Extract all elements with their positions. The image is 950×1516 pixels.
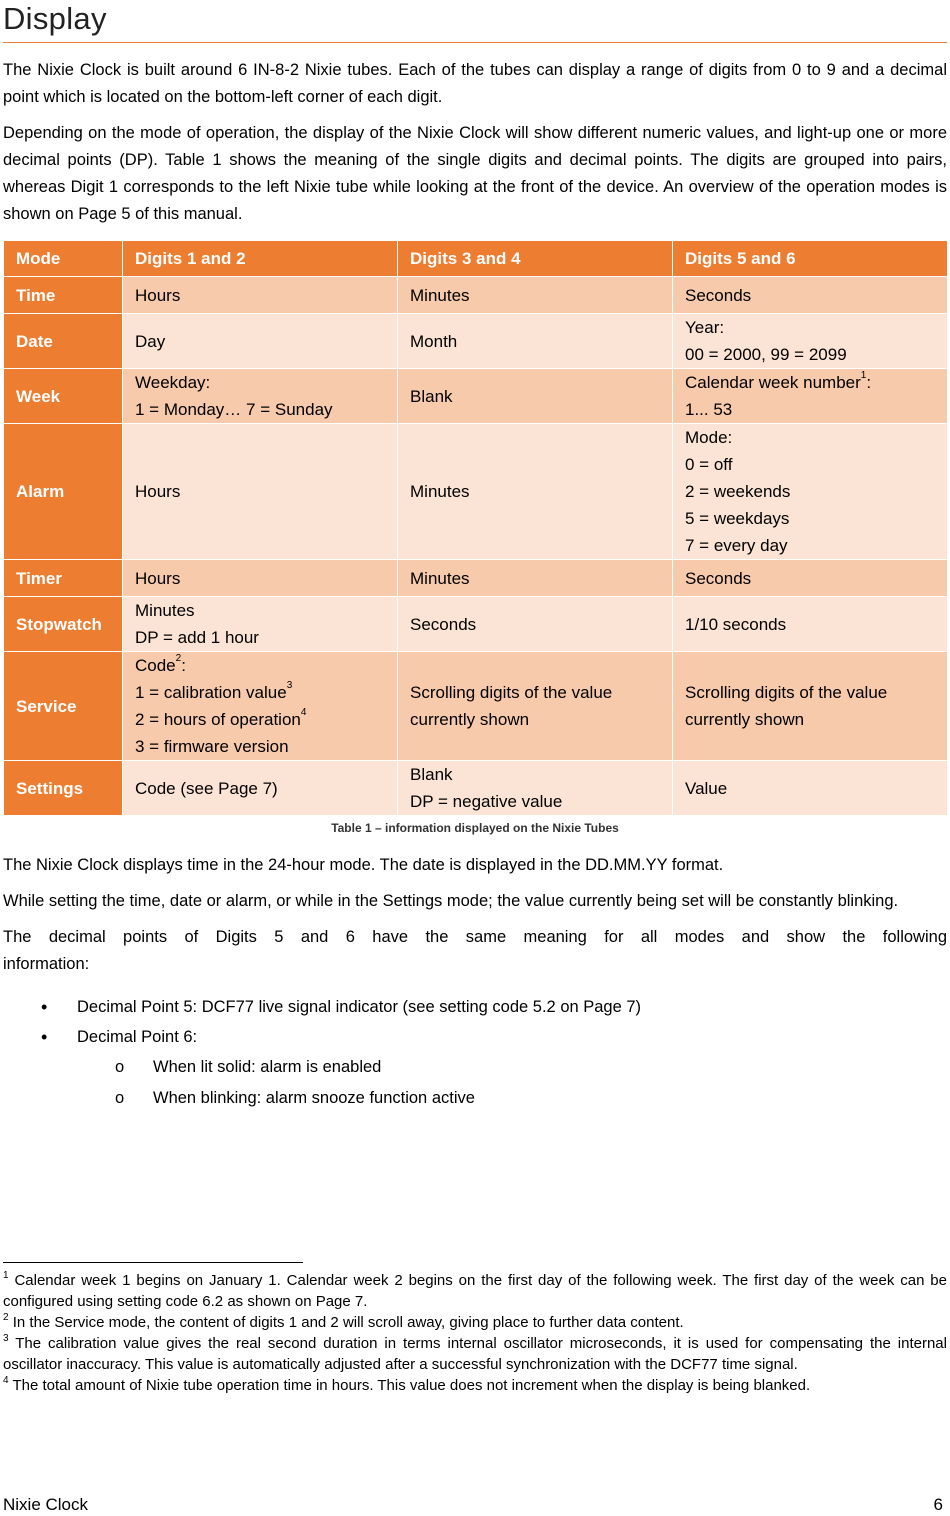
cell-line: Weekday: (135, 373, 211, 392)
table-cell: Hours (123, 560, 398, 597)
cell-line: Minutes (135, 601, 195, 620)
cell-line (135, 679, 385, 706)
header-digits-1-2: Digits 1 and 2 (123, 241, 398, 277)
footnote-ref: 4 (300, 707, 307, 718)
intro-paragraph-1: The Nixie Clock is built around 6 IN-8-2 Nixie tubes. Each of the tubes can display a range of digits from 0 to 9 and a decimal point which is located on the bottom-left corner of each digit. (3, 61, 947, 106)
cell-text: Calendar week number (685, 373, 861, 392)
cell-line: Scrolling digits of the value (685, 683, 888, 702)
mode-cell: Stopwatch (4, 597, 123, 652)
table-cell (123, 369, 398, 424)
page-footer (3, 1494, 947, 1516)
table-cell: Seconds (673, 560, 948, 597)
cell-line: currently shown (685, 710, 805, 729)
cell-line: DP = add 1 hour (135, 628, 259, 647)
footnote-4 (3, 1375, 947, 1396)
table-cell: Minutes (398, 277, 673, 314)
table-row-date (4, 314, 948, 369)
cell-line (135, 652, 385, 679)
footnote-number: 4 (3, 1375, 9, 1386)
table-cell (398, 652, 673, 761)
footnote-number: 2 (3, 1312, 9, 1323)
table-cell (123, 652, 398, 761)
cell-line: 0 = off (685, 455, 733, 474)
list-item-text: Decimal Point 5: DCF77 live signal indicator (see setting code 5.2 on Page 7) (77, 998, 642, 1016)
table-row-service (4, 652, 948, 761)
table-cell (673, 369, 948, 424)
footnote-3 (3, 1333, 947, 1375)
table-row-stopwatch (4, 597, 948, 652)
body-paragraph-3: The decimal points of Digits 5 and 6 have the same meaning for all modes and show the following information: (3, 928, 947, 973)
table-cell: Seconds (398, 597, 673, 652)
cell-line: 7 = every day (685, 536, 788, 555)
footnote-text: The calibration value gives the real second duration in terms internal oscillator microseconds, it is used for compensating the internal oscillator inaccuracy. This value is automatically adjusted after a successful synchronization with the DCF77 time signal. (3, 1335, 947, 1373)
table-row-timer (4, 560, 948, 597)
table-cell: Month (398, 314, 673, 369)
footnote-number: 1 (3, 1270, 9, 1281)
footer-title: Nixie Clock (3, 1495, 89, 1514)
mode-cell: Week (4, 369, 123, 424)
cell-line: 1... 53 (685, 400, 733, 419)
cell-line: 2 = weekends (685, 482, 791, 501)
cell-text: : (181, 656, 186, 675)
sub-bullet-list (77, 1052, 947, 1114)
footnote-ref: 1 (860, 370, 867, 381)
cell-line: DP = negative value (410, 792, 563, 811)
table-cell (673, 314, 948, 369)
table-row-settings (4, 761, 948, 816)
sub-list-item: o When blinking: alarm snooze function active (77, 1083, 947, 1114)
sub-list-item: o When lit solid: alarm is enabled (77, 1052, 947, 1083)
table-cell (673, 424, 948, 560)
table-cell: Day (123, 314, 398, 369)
footnote-text: The total amount of Nixie tube operation time in hours. This value does not increment when the display is being blanked. (12, 1377, 811, 1394)
footnote-separator (3, 1262, 303, 1263)
footnote-text: Calendar week 1 begins on January 1. Calendar week 2 begins on the first day of the following week. The first day of the week can be configured using setting code 6.2 as shown on Page 7. (3, 1272, 947, 1310)
footnote-ref: 3 (286, 680, 293, 691)
footnote-text: In the Service mode, the content of digits 1 and 2 will scroll away, giving place to further data content. (12, 1314, 684, 1331)
list-item (3, 992, 947, 1022)
cell-line: 00 = 2000, 99 = 2099 (685, 345, 847, 364)
table-cell (398, 761, 673, 816)
table-header-row (4, 241, 948, 277)
table-cell: Minutes (398, 560, 673, 597)
modes-table (3, 240, 948, 816)
page-number: 6 (933, 1495, 943, 1514)
table-cell: Value (673, 761, 948, 816)
table-cell: Minutes (398, 424, 673, 560)
footnote-ref: 2 (175, 653, 182, 664)
table-cell: Hours (123, 277, 398, 314)
table-cell: Code (see Page 7) (123, 761, 398, 816)
cell-text: 1 = calibration value (135, 683, 287, 702)
mode-cell: Alarm (4, 424, 123, 560)
footnote-number: 3 (3, 1333, 9, 1344)
footnote-1 (3, 1270, 947, 1312)
footnote-2 (3, 1312, 947, 1333)
header-digits-3-4: Digits 3 and 4 (398, 241, 673, 277)
cell-line (685, 369, 935, 396)
header-digits-5-6: Digits 5 and 6 (673, 241, 948, 277)
cell-line: 1 = Monday… 7 = Sunday (135, 400, 333, 419)
mode-cell: Service (4, 652, 123, 761)
table-row-time (4, 277, 948, 314)
cell-line: Mode: (685, 428, 733, 447)
mode-cell: Settings (4, 761, 123, 816)
bullet-list (3, 992, 947, 1114)
table-cell: 1/10 seconds (673, 597, 948, 652)
cell-line (135, 706, 385, 733)
cell-line: currently shown (410, 710, 530, 729)
cell-line: Blank (410, 765, 453, 784)
intro-paragraph-2: Depending on the mode of operation, the display of the Nixie Clock will show different numeric values, and light-up one or more decimal points (DP). Table 1 shows the meaning of the single digits and decimal points. The digits are grouped into pairs, whereas Digit 1 corresponds to the left Nixie tube while looking at the front of the device. An overview of the operation modes is shown on Page 5 of this manual. (3, 124, 947, 223)
table-cell: Hours (123, 424, 398, 560)
table-cell (123, 597, 398, 652)
table-row-alarm (4, 424, 948, 560)
list-item (3, 1022, 947, 1114)
mode-cell: Time (4, 277, 123, 314)
table-cell (673, 652, 948, 761)
page-title: Display (3, 1, 107, 36)
mode-cell: Date (4, 314, 123, 369)
cell-text: : (866, 373, 872, 392)
cell-text: 2 = hours of operation (135, 710, 301, 729)
header-mode: Mode (4, 241, 123, 277)
list-item-text: Decimal Point 6: (77, 1028, 198, 1046)
table-row-week (4, 369, 948, 424)
body-paragraph-1: The Nixie Clock displays time in the 24-hour mode. The date is displayed in the DD.MM.YY format. (3, 856, 724, 874)
body-paragraph-2: While setting the time, date or alarm, or while in the Settings mode; the value currently being set will be constantly blinking. (3, 892, 899, 910)
cell-line: Scrolling digits of the value (410, 683, 613, 702)
cell-line: Year: (685, 318, 725, 337)
cell-text: Code (135, 656, 176, 675)
title-rule (3, 42, 947, 43)
table-cell: Blank (398, 369, 673, 424)
document-page (3, 0, 947, 1114)
footnotes (3, 1270, 947, 1396)
table-cell: Seconds (673, 277, 948, 314)
cell-line: 3 = firmware version (135, 737, 289, 756)
cell-line: 5 = weekdays (685, 509, 790, 528)
mode-cell: Timer (4, 560, 123, 597)
table-caption: Table 1 – information displayed on the Nixie Tubes (331, 821, 619, 835)
